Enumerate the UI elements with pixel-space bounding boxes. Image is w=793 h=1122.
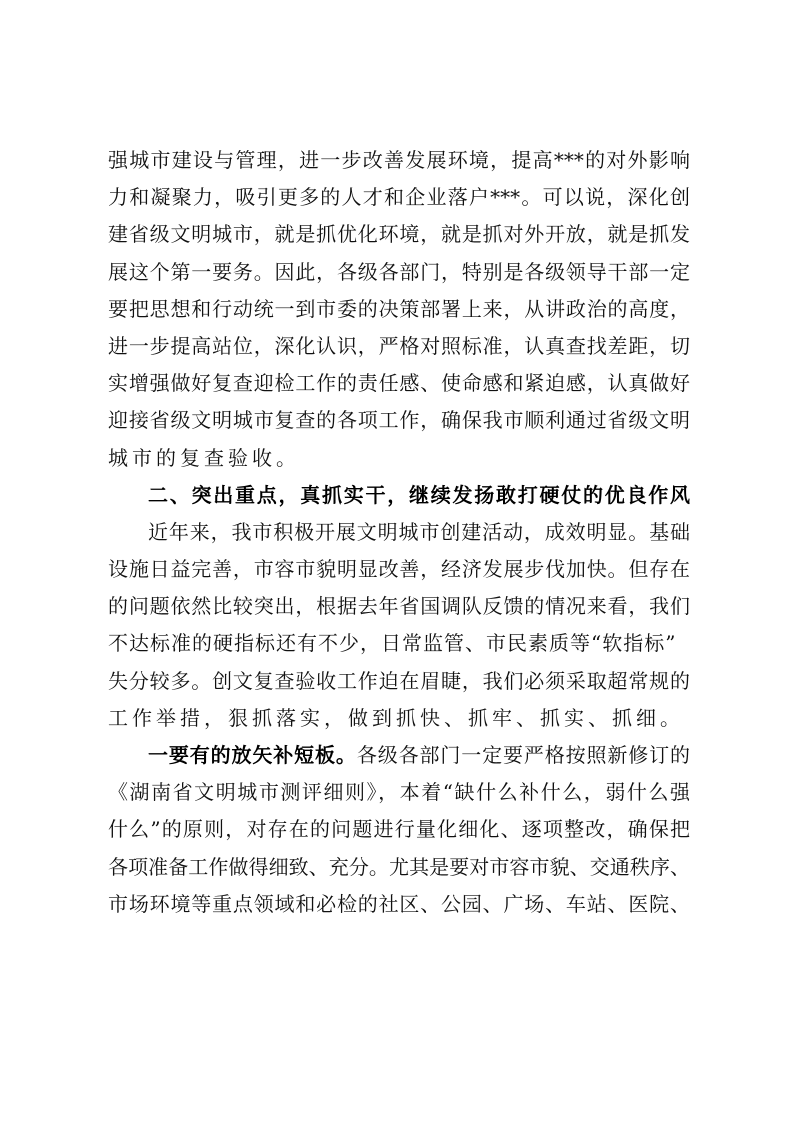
text-line: 实增强做好复查迎检工作的责任感、使命感和紧迫感，认真做好 [108, 371, 690, 396]
text-line: 要把思想和行动统一到市委的决策部署上来，从讲政治的高度， [108, 296, 690, 321]
text-line: 建省级文明城市，就是抓优化环境，就是抓对外开放，就是抓发 [108, 222, 690, 247]
bold-lead-phrase: 一要有的放矢补短板。 [148, 743, 357, 767]
text-line: 各项准备工作做得细致、充分。尤其是要对市容市貌、交通秩序、 [108, 854, 690, 879]
text-line [108, 737, 690, 774]
section-heading: 二、突出重点，真抓实干，继续发扬敢打硬仗的优良作风 [148, 482, 690, 507]
text-line: 工作举措，狠抓落实，做到抓快、抓牢、抓实、抓细。 [108, 705, 684, 730]
paragraph-1 [108, 142, 690, 477]
text-line: 城市的复查验收。 [108, 445, 300, 470]
paragraph-3 [108, 737, 690, 923]
text-line: 强城市建设与管理，进一步改善发展环境，提高***的对外影响 [108, 148, 690, 172]
text-line: 近年来，我市积极开展文明城市创建活动，成效明显。基础 [148, 519, 690, 544]
text-line: 力和凝聚力，吸引更多的人才和企业落户***。可以说，深化创 [108, 185, 690, 210]
text-line: 设施日益完善，市容市貌明显改善，经济发展步伐加快。但存在 [108, 557, 690, 582]
text-line: 的问题依然比较突出，根据去年省国调队反馈的情况来看，我们 [108, 594, 690, 619]
text-line: 什么”的原则，对存在的问题进行量化细化、逐项整改，确保把 [108, 817, 690, 842]
text-run: 各级各部门一定要严格按照新修订的 [356, 743, 691, 767]
text-line: 展这个第一要务。因此，各级各部门，特别是各级领导干部一定 [108, 259, 690, 284]
document-page [108, 142, 690, 923]
text-line: 迎接省级文明城市复查的各项工作，确保我市顺利通过省级文明 [108, 408, 690, 433]
paragraph-2 [108, 514, 690, 737]
text-line: 市场环境等重点领域和必检的社区、公园、广场、车站、医院、 [108, 891, 690, 916]
text-line: 失分较多。创文复查验收工作迫在眉睫，我们必须采取超常规的 [108, 668, 690, 693]
text-line: 不达标准的硬指标还有不少，日常监管、市民素质等“软指标” [108, 631, 677, 656]
text-line: 《湖南省文明城市测评细则》，本着“缺什么补什么，弱什么强 [108, 780, 690, 805]
text-line: 进一步提高站位，深化认识，严格对照标准，认真查找差距，切 [108, 333, 690, 358]
